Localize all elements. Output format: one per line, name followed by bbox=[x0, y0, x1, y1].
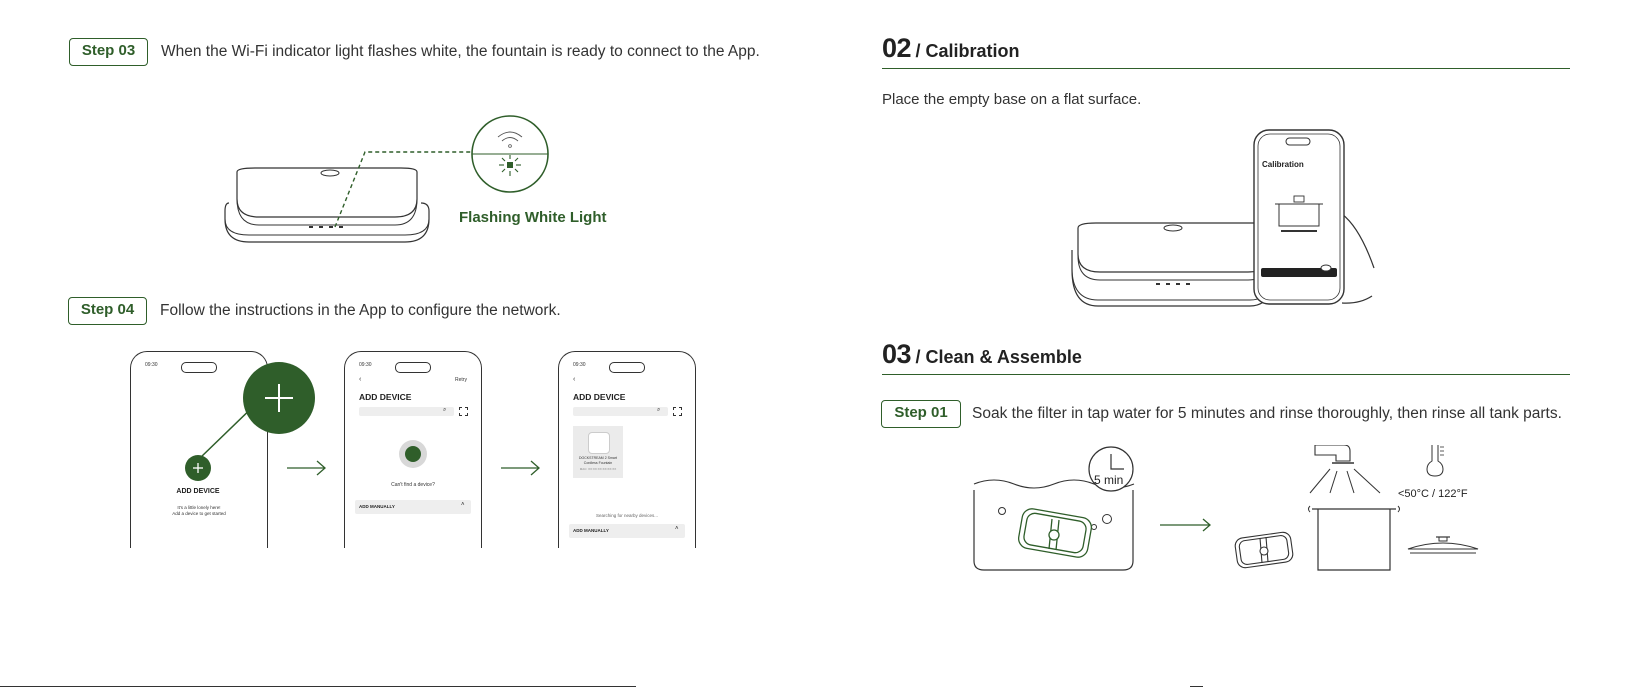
status-time: 09:30 bbox=[145, 362, 158, 368]
phone-add-device-found bbox=[558, 351, 696, 548]
arrow-right-icon bbox=[285, 460, 329, 476]
search-input[interactable] bbox=[573, 407, 668, 416]
flashing-light-label: Flashing White Light bbox=[459, 209, 607, 226]
add-manually-label: ADD MANUALLY bbox=[573, 528, 609, 533]
section-02-title bbox=[882, 33, 1020, 64]
empty-state-caption-1: It's a little lonely here! bbox=[177, 505, 221, 510]
search-input[interactable] bbox=[359, 407, 454, 416]
add-manually-label: ADD MANUALLY bbox=[359, 504, 395, 509]
page-marker bbox=[1190, 686, 1203, 687]
section-03-name: / Clean & Assemble bbox=[915, 347, 1082, 367]
calibration-screen-title: Calibration bbox=[1262, 160, 1304, 169]
step-01-text: Soak the filter in tap water for 5 minutes and rinse thoroughly, then rinse all tank parts. bbox=[972, 405, 1562, 422]
chevron-up-icon: ˄ bbox=[461, 502, 465, 508]
section-02-number: 02 bbox=[882, 33, 912, 63]
step-03-text: When the Wi-Fi indicator light flashes white, the fountain is ready to connect to the App. bbox=[161, 43, 760, 60]
retry-link[interactable]: Retry bbox=[455, 377, 467, 383]
device-name-2: Cordless Fountain bbox=[583, 461, 613, 465]
search-icon[interactable]: ⌕ bbox=[443, 407, 447, 413]
empty-state-caption-2: Add a device to get started bbox=[172, 511, 226, 516]
timer-label: 5 min bbox=[1094, 473, 1124, 487]
status-time: 09:30 bbox=[359, 362, 372, 368]
device-card[interactable] bbox=[573, 426, 623, 478]
empty-state-title: ADD DEVICE bbox=[176, 488, 220, 495]
dynamic-island bbox=[609, 362, 645, 373]
back-icon[interactable]: ‹ bbox=[359, 376, 362, 383]
section-02-rule bbox=[882, 68, 1570, 69]
step-03-badge: Step 03 bbox=[69, 38, 148, 66]
step-04-text: Follow the instructions in the App to configure the network. bbox=[160, 302, 561, 319]
soak-and-rinse-illustration bbox=[970, 445, 1490, 575]
temperature-label: <50°C / 122°F bbox=[1398, 488, 1468, 500]
scan-icon[interactable] bbox=[459, 407, 468, 416]
status-time: 09:30 bbox=[573, 362, 586, 368]
screen-title: ADD DEVICE bbox=[359, 392, 412, 402]
section-02-name: / Calibration bbox=[915, 41, 1020, 61]
arrow-right-icon bbox=[499, 460, 543, 476]
back-icon[interactable]: ‹ bbox=[573, 376, 576, 383]
step-04-badge: Step 04 bbox=[68, 297, 147, 325]
cant-find-link[interactable]: Can't find a device? bbox=[391, 482, 435, 488]
fountain-thumbnail bbox=[588, 432, 610, 454]
searching-indicator bbox=[399, 440, 427, 468]
scan-icon[interactable] bbox=[673, 407, 682, 416]
section-02-text: Place the empty base on a flat surface. bbox=[882, 91, 1142, 108]
chevron-up-icon: ˄ bbox=[675, 526, 679, 532]
device-mac: MAC: XX:XX:XX:XX:XX:XX bbox=[579, 467, 617, 471]
device-name-1: DOCKSTREAM 2 Smart bbox=[579, 456, 617, 460]
add-manually-bar[interactable] bbox=[355, 500, 471, 514]
add-manually-bar[interactable] bbox=[569, 524, 685, 538]
section-03-number: 03 bbox=[882, 339, 912, 369]
phone-add-device-searching bbox=[344, 351, 482, 548]
search-icon[interactable]: ⌕ bbox=[657, 407, 661, 413]
confirm-button[interactable]: Confirm bbox=[1290, 281, 1308, 287]
dynamic-island bbox=[395, 362, 431, 373]
section-03-title bbox=[882, 339, 1082, 370]
screen-title: ADD DEVICE bbox=[573, 392, 626, 402]
searching-text: Searching for nearby devices... bbox=[595, 513, 659, 518]
page-bottom-rule bbox=[0, 686, 636, 687]
section-03-rule bbox=[882, 374, 1570, 375]
calibration-illustration bbox=[1060, 128, 1400, 308]
fountain-wifi-illustration bbox=[215, 115, 615, 265]
bluetooth-icon bbox=[405, 446, 421, 462]
step-01-badge: Step 01 bbox=[881, 400, 961, 428]
